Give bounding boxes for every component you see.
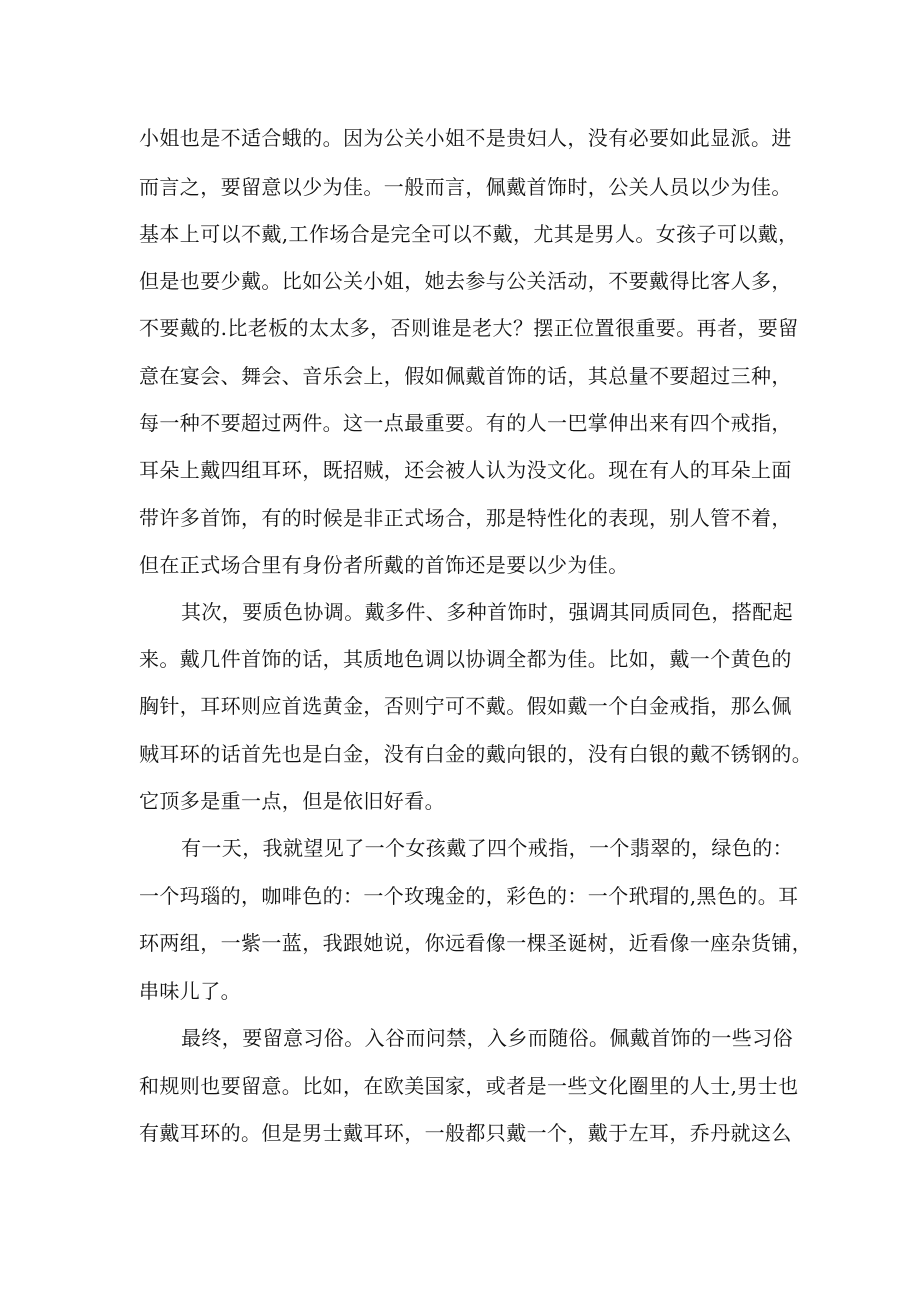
text-line: 胸针，耳环则应首选黄金，否则宁可不戴。假如戴一个白金戒指，那么佩 [139,694,792,718]
text-line: 来。戴几件首饰的话，其质地色调以协调全都为佳。比如，戴一个黄色的 [139,647,792,671]
text-line: 带许多首饰，有的时候是非正式场合，那是特性化的表现，别人管不着， [139,506,792,530]
text-line: 但在正式场合里有身份者所戴的首饰还是要以少为佳。 [139,553,629,577]
text-line: 和规则也要留意。比如，在欧美国家，或者是一些文化圈里的人士,男士也 [139,1074,799,1098]
text-line: 其次，要质色协调。戴多件、多种首饰时，强调其同质同色，搭配起 [181,600,793,624]
text-line: 环两组，一紫一蓝，我跟她说，你远看像一棵圣诞树，近看像一座杂货铺， [139,931,813,955]
text-line: 一个玛瑙的，咖啡色的：一个玫瑰金的，彩色的：一个玳瑁的,黑色的。耳 [139,884,799,908]
text-line: 每一种不要超过两件。这一点最重要。有的人一巴掌伸出来有四个戒指， [139,411,792,435]
text-line: 串味儿了。 [139,979,241,1003]
text-line: 贼耳环的话首先也是白金，没有白金的戴向银的，没有白银的戴不锈钢的。 [139,742,813,766]
text-line: 但是也要少戴。比如公关小姐，她去参与公关活动，不要戴得比客人多， [139,269,792,293]
text-line: 有戴耳环的。但是男士戴耳环，一般都只戴一个，戴于左耳，乔丹就这么 [139,1121,792,1145]
text-line: 意在宴会、舞会、音乐会上，假如佩戴首饰的话，其总量不要超过三种， [139,364,792,388]
text-line: 而言之，要留意以少为佳。一般而言，佩戴首饰时，公关人员以少为佳。 [139,175,792,199]
text-line: 有一天，我就望见了一个女孩戴了四个戒指，一个翡翠的，绿色的： [181,836,793,860]
text-line: 它顶多是重一点，但是依旧好看。 [139,789,445,813]
text-line: 耳朵上戴四组耳环，既招贼，还会被人认为没文化。现在有人的耳朵上面 [139,458,792,482]
text-line: 不要戴的.比老板的太太多，否则谁是老大？摆正位置很重要。再者，要留 [139,316,799,340]
text-line: 最终，要留意习俗。入谷而问禁，入乡而随俗。佩戴首饰的一些习俗 [181,1026,793,1050]
text-line: 基本上可以不戴,工作场合是完全可以不戴，尤其是男人。女孩子可以戴， [139,222,799,246]
text-line: 小姐也是不适合蛾的。因为公关小姐不是贵妇人，没有必要如此显派。进 [139,126,792,150]
